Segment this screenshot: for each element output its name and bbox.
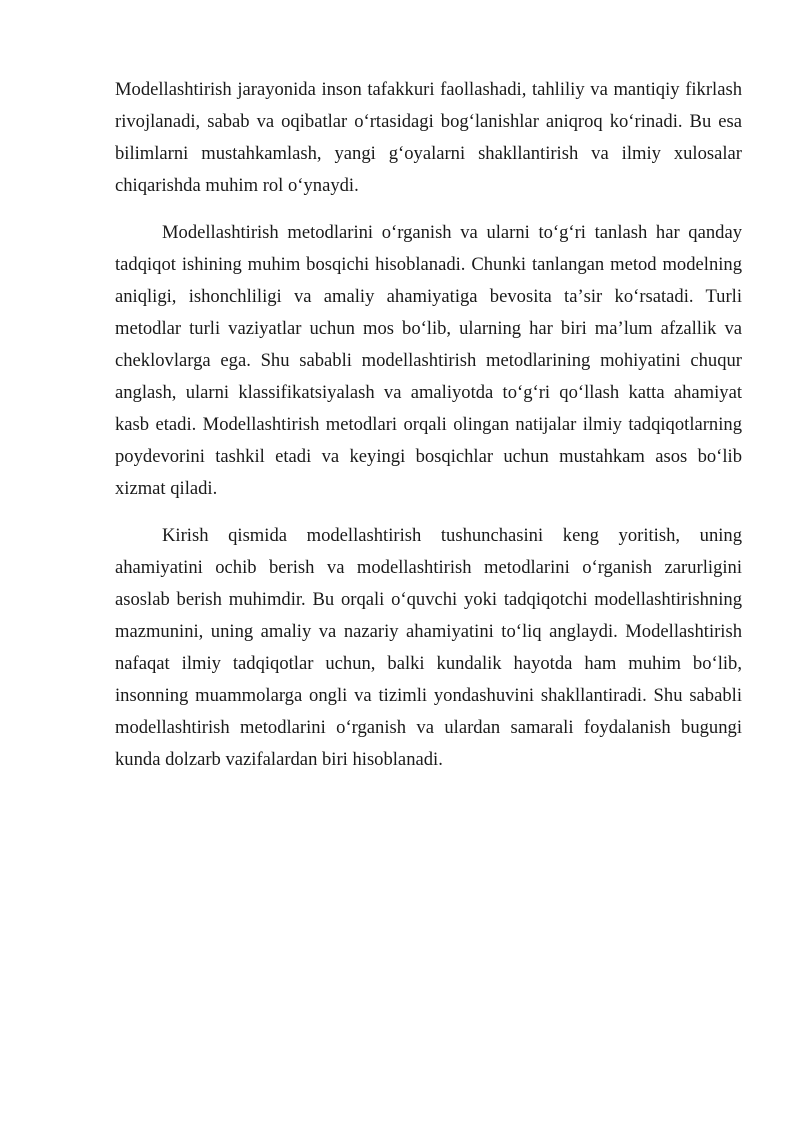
paragraph-1: Modellashtirish jarayonida inson tafakkuri faollashadi, tahliliy va mantiqiy fikrlash rivojlanadi, sabab va oqibatlar oʻrtasidagi bogʻlanishlar aniqroq koʻrinadi. Bu esa bilimlarni mustahkamlash, yangi gʻoyalarni shakllantirish va ilmiy xulosalar chiqarishda muhim rol oʻynaydi. xyxy=(115,79,742,196)
paragraph-3: Kirish qismida modellashtirish tushunchasini keng yoritish, uning ahamiyatini ochib berish va modellashtirish metodlarini oʻrganish zarurligini asoslab berish muhimdir. Bu orqali oʻquvchi yoki tadqiqotchi modellashtirishning mazmunini, uning amaliy va nazariy ahamiyatini toʻliq anglaydi. Modellashtirish nafaqat ilmiy tadqiqotlar uchun, balki kundalik hayotda ham muhim boʻlib, insonning muammolarga ongli va tizimli yondashuvini shakllantiradi. Shu sababli modellashtirish metodlarini oʻrganish va ulardan samarali foydalanish bugungi kunda dolzarb vazifalardan biri hisoblanadi. xyxy=(115,525,742,770)
body-text xyxy=(115,74,742,791)
paragraph-2: Modellashtirish metodlarini oʻrganish va ularni toʻgʻri tanlash har qanday tadqiqot ishining muhim bosqichi hisoblanadi. Chunki tanlangan metod modelning aniqligi, ishonchliligi va amaliy ahamiyatiga bevosita taʼsir koʻrsatadi. Turli metodlar turli vaziyatlar uchun mos boʻlib, ularning har biri maʼlum afzallik va cheklovlarga ega. Shu sababli modellashtirish metodlarining mohiyatini chuqur anglash, ularni klassifikatsiyalash va amaliyotda toʻgʻri qoʻllash katta ahamiyat kasb etadi. Modellashtirish metodlari orqali olingan natijalar ilmiy tadqiqotlarning poydevorini tashkil etadi va keyingi bosqichlar uchun mustahkam asos boʻlib xizmat qiladi. xyxy=(115,222,742,499)
